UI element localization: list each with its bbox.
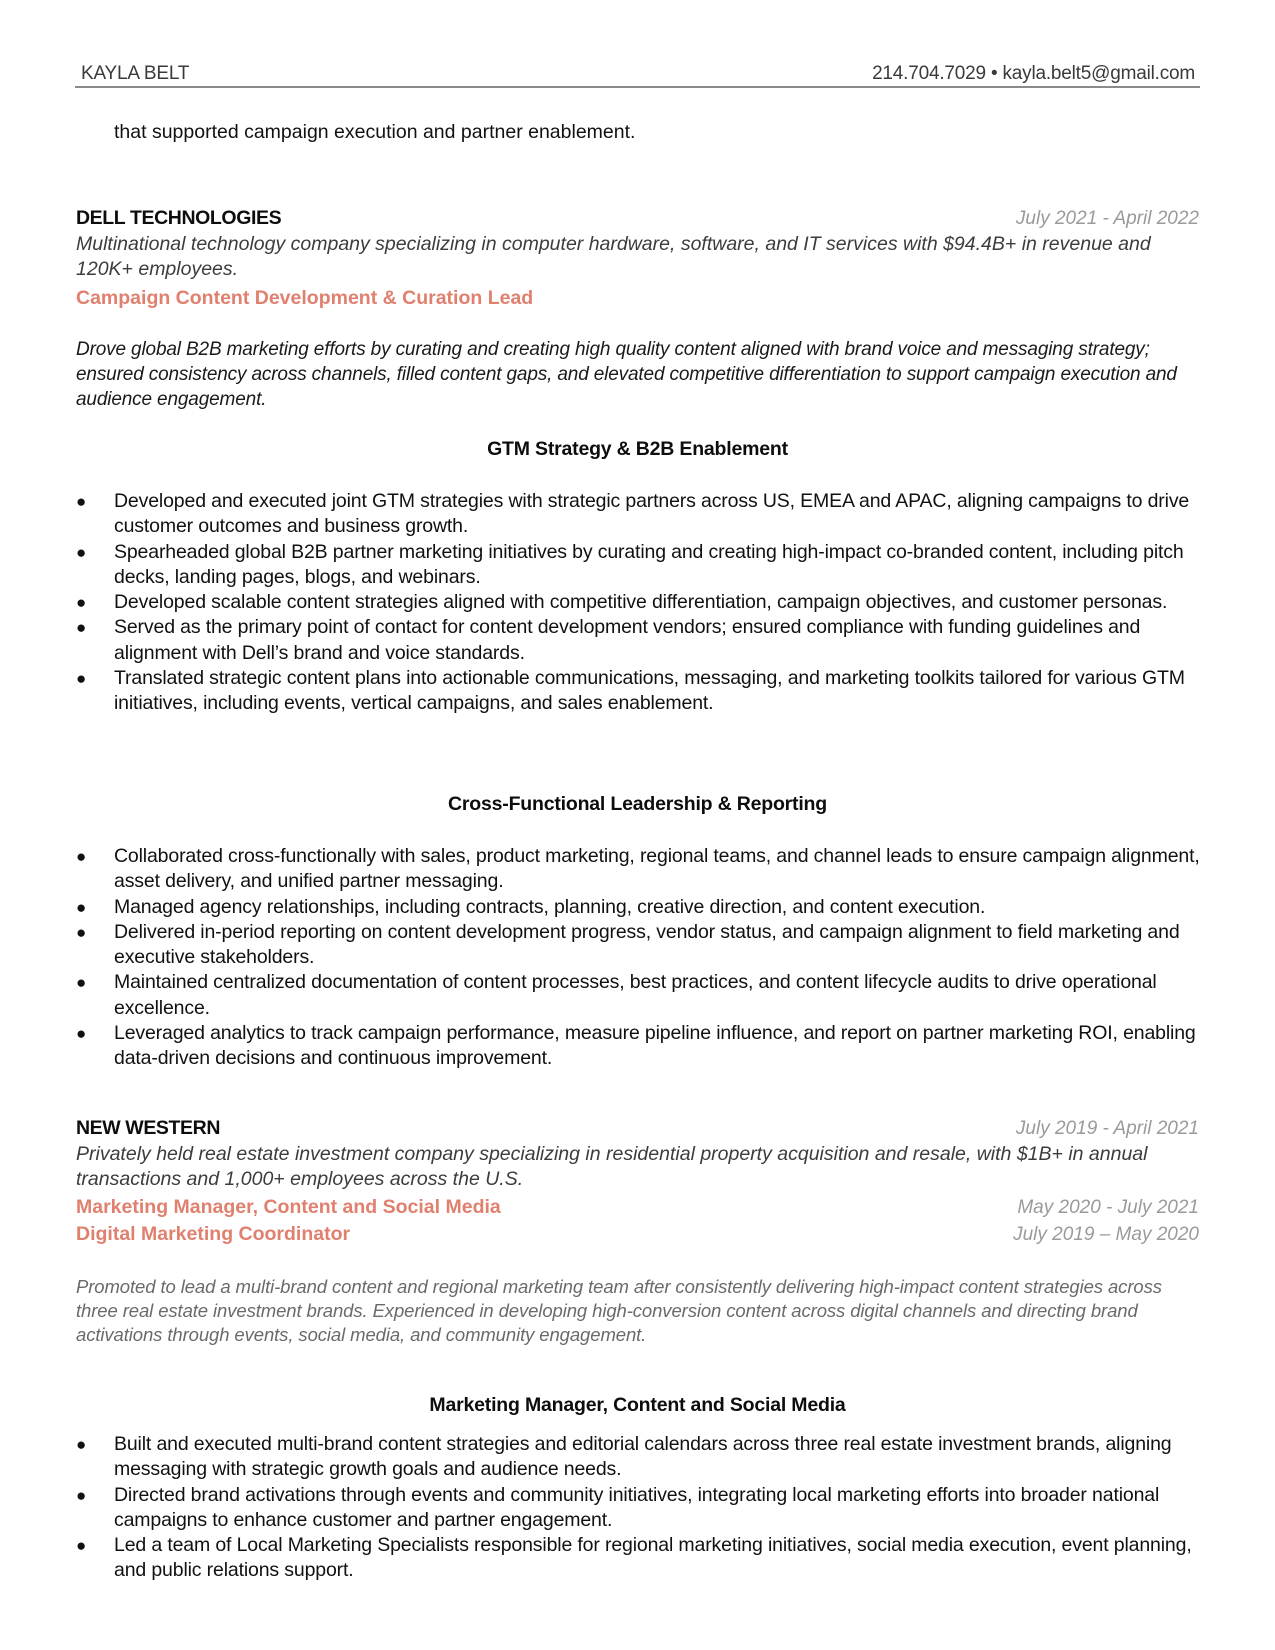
bullet-item: ● Translated strategic content plans into actionable communications, messaging, and marketing toolkits tailored for various GTM initiatives, including events, vertical campaigns, and sales enablement. xyxy=(76,667,1185,715)
company-header-dell xyxy=(76,207,1199,230)
role-dates: May 2020 - July 2021 xyxy=(1017,1197,1199,1218)
bullet-icon: ● xyxy=(76,618,87,638)
bullet-list xyxy=(76,844,1211,1072)
company-name: DELL TECHNOLOGIES xyxy=(76,207,282,229)
role-dates: July 2019 – May 2020 xyxy=(1013,1224,1199,1245)
company-name: NEW WESTERN xyxy=(76,1117,221,1139)
role-summary: Drove global B2B marketing efforts by curating and creating high quality content aligned with brand voice and messaging strategy; ensured consistency across channels, filled content gaps, and elevated competitive differentiation to support campaign execution and audience engagement. xyxy=(76,339,1177,410)
company-description: Multinational technology company specializing in computer hardware, software, and IT services with $94.4B+ in revenue and 120K+ employees. xyxy=(76,233,1151,280)
role-title: Campaign Content Development & Curation Lead xyxy=(76,287,534,309)
bullet-item: ● Delivered in-period reporting on content development progress, vendor status, and campaign alignment to field marketing and executive stakeholders. xyxy=(76,920,1180,969)
bullet-list xyxy=(76,489,1211,717)
bullet-item: ● Directed brand activations through events and community initiatives, integrating local marketing efforts into broader national campaigns to enhance customer and partner engagement. xyxy=(76,1483,1160,1531)
bullet-icon: ● xyxy=(76,922,87,942)
bullet-item: ● Led a team of Local Marketing Specialists responsible for regional marketing initiatives, social media execution, event planning, and public relations support. xyxy=(76,1534,1192,1582)
bullet-list xyxy=(76,1432,1211,1584)
contact-info: 214.704.7029 • kayla.belt5@gmail.com xyxy=(872,63,1195,84)
bullet-item: ● Served as the primary point of contact for content development vendors; ensured compliance with funding guidelines and alignment with Dell’s brand and voice standards. xyxy=(76,616,1141,664)
bullet-icon: ● xyxy=(76,593,87,613)
bullet-icon: ● xyxy=(76,897,87,917)
bullet-item: ● Maintained centralized documentation of content processes, best practices, and content lifecycle audits to drive operational excellence. xyxy=(76,971,1157,1019)
role-summary: Promoted to lead a multi-brand content and regional marketing team after consistently delivering high-impact content strategies across three real estate investment brands. Experienced in developing high-conversion content across digital channels and directing brand activations through events, social media, and community engagement. xyxy=(76,1276,1162,1345)
bullet-icon: ● xyxy=(76,492,87,511)
bullet-item: ● Developed and executed joint GTM strategies with strategic partners across US, EMEA and APAC, aligning campaigns to drive customer outcomes and business growth. xyxy=(76,490,1190,538)
section-heading: Cross-Functional Leadership & Reporting xyxy=(448,793,827,815)
section-heading: Marketing Manager, Content and Social Media xyxy=(429,1394,846,1416)
continuation-text: that supported campaign execution and partner enablement. xyxy=(114,121,636,143)
bullet-item: ● Leveraged analytics to track campaign performance, measure pipeline influence, and report on partner marketing ROI, enabling data-driven decisions and continuous improvement. xyxy=(76,1022,1196,1070)
page-header xyxy=(75,60,1200,88)
bullet-item: ● Spearheaded global B2B partner marketing initiatives by curating and creating high-impact co-branded content, including pitch decks, landing pages, blogs, and webinars. xyxy=(76,540,1184,588)
bullet-icon: ● xyxy=(76,847,87,866)
company-header-new-western xyxy=(76,1117,1199,1140)
bullet-icon: ● xyxy=(76,542,87,562)
bullet-icon: ● xyxy=(76,973,87,993)
bullet-icon: ● xyxy=(76,669,87,689)
employment-dates: July 2021 - April 2022 xyxy=(1015,208,1199,229)
bullet-icon: ● xyxy=(76,1536,87,1556)
bullet-item: ● Developed scalable content strategies aligned with competitive differentiation, campaign objectives, and customer personas. xyxy=(76,590,1211,615)
role-row xyxy=(76,1223,1199,1246)
bullet-icon: ● xyxy=(76,1024,87,1044)
candidate-name: KAYLA BELT xyxy=(81,63,190,84)
company-description: Privately held real estate investment company specializing in residential property acquisition and resale, with $1B+ in annual transactions and 1,000+ employees across the U.S. xyxy=(76,1143,1148,1190)
bullet-item: ● Built and executed multi-brand content strategies and editorial calendars across three real estate investment brands, aligning messaging with strategic growth goals and audience needs. xyxy=(76,1433,1172,1481)
bullet-icon: ● xyxy=(76,1435,87,1454)
bullet-item: ● Managed agency relationships, including contracts, planning, creative direction, and content execution. xyxy=(76,895,1211,920)
bullet-item: ● Collaborated cross-functionally with sales, product marketing, regional teams, and channel leads to ensure campaign alignment, asset delivery, and unified partner messaging. xyxy=(76,845,1200,893)
role-title: Digital Marketing Coordinator xyxy=(76,1223,351,1245)
bullet-icon: ● xyxy=(76,1485,87,1505)
section-heading: GTM Strategy & B2B Enablement xyxy=(487,438,788,460)
role-row xyxy=(76,1196,1199,1219)
role-title: Marketing Manager, Content and Social Media xyxy=(76,1196,501,1218)
employment-dates: July 2019 - April 2021 xyxy=(1015,1118,1199,1139)
